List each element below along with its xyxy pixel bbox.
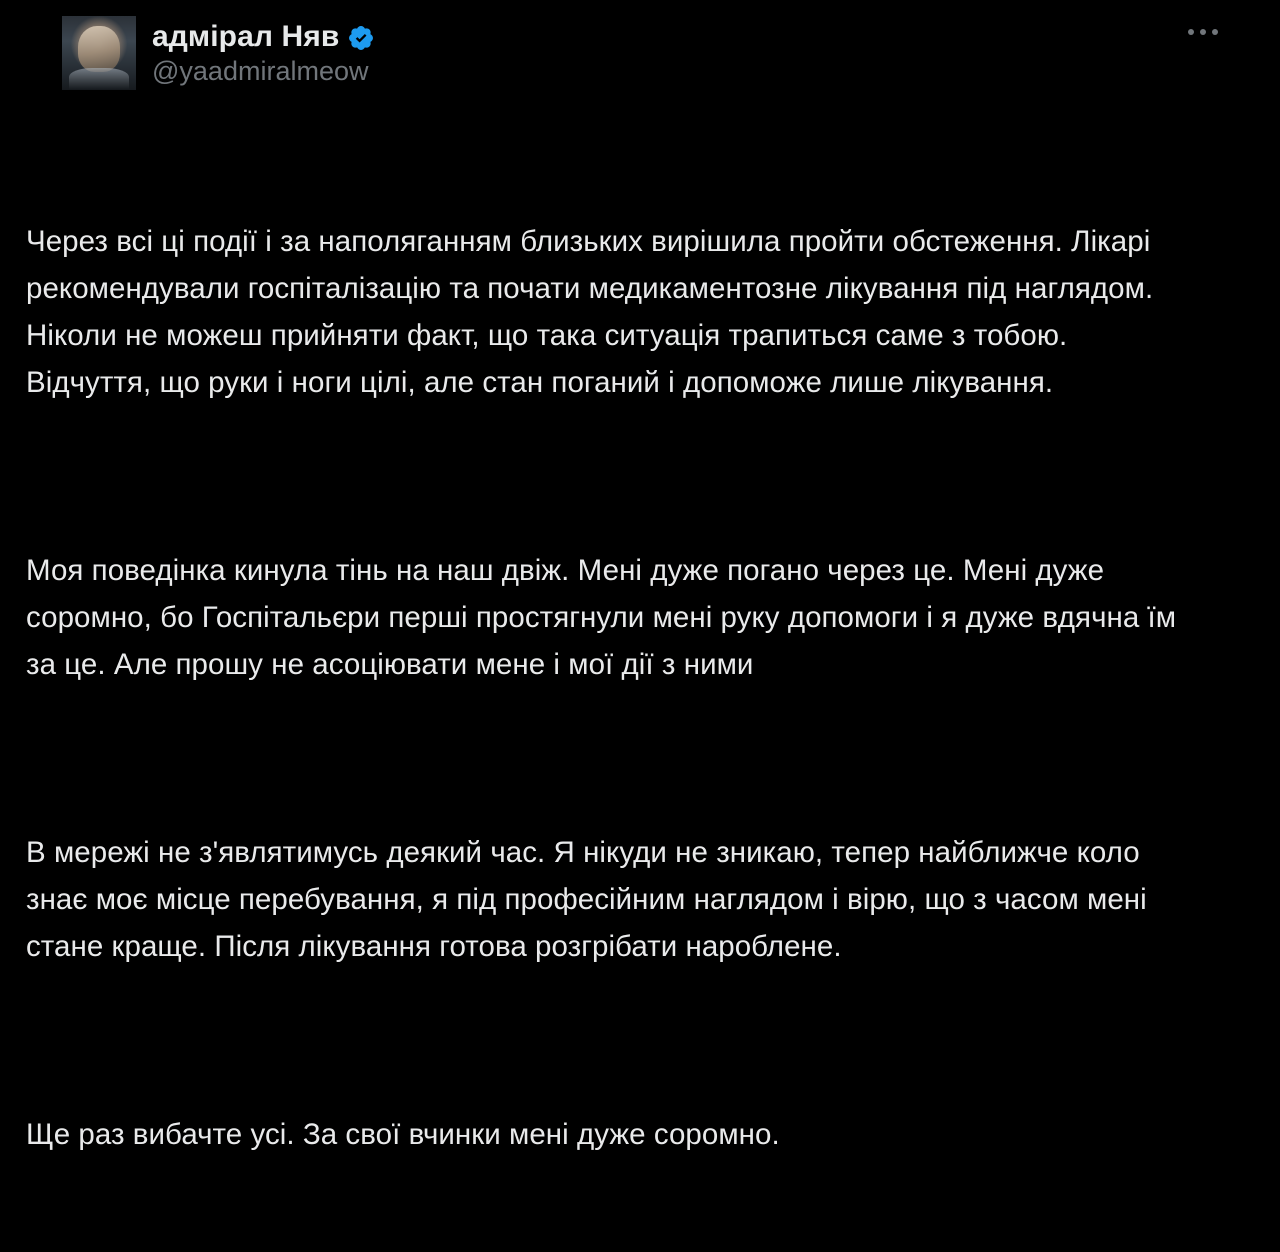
tweet-text [24, 124, 1256, 1252]
more-dot-2 [1200, 29, 1206, 35]
author-block [152, 16, 375, 87]
tweet-paragraph: Через всі ці події і за наполяганням близьких вирішила пройти обстеження. Лікарі рекомендували госпіталізацію та почати медикаментозне лікування під наглядом. Ніколи не можеш прийняти факт, що така ситуація трапиться саме з тобою. Відчуття, що руки і ноги цілі, але стан поганий і допоможе лише лікування. [26, 225, 1162, 399]
more-dot-1 [1188, 29, 1194, 35]
author-name-row [152, 20, 375, 54]
author-handle[interactable]: @yaadmiralmeow [152, 56, 369, 86]
more-dot-3 [1212, 29, 1218, 35]
avatar-image [62, 16, 136, 90]
edge-fade [1262, 0, 1280, 960]
avatar[interactable] [62, 16, 136, 90]
verified-badge-icon [347, 24, 375, 52]
tweet-paragraph: В мережі не з'являтимусь деякий час. Я нікуди не зникаю, тепер найближче коло знає моє місце перебування, я під професійним наглядом і вірю, що з часом мені стане краще. Після лікування готова розгрібати нароблене. [26, 836, 1156, 963]
tweet-header [24, 14, 1256, 90]
more-options-icon[interactable] [1180, 14, 1226, 50]
tweet-paragraph: Моя поведінка кинула тінь на наш двіж. Мені дуже погано через це. Мені дуже соромно, бо Госпітальєри перші простягнули мені руку допомоги і я дуже вдячна їм за це. Але прошу не асоціювати мене і мої дії з ними [26, 554, 1185, 681]
author-display-name[interactable]: адмірал Няв [152, 20, 340, 53]
tweet-paragraph: Ще раз вибачте усі. За свої вчинки мені дуже соромно. [26, 1118, 780, 1151]
